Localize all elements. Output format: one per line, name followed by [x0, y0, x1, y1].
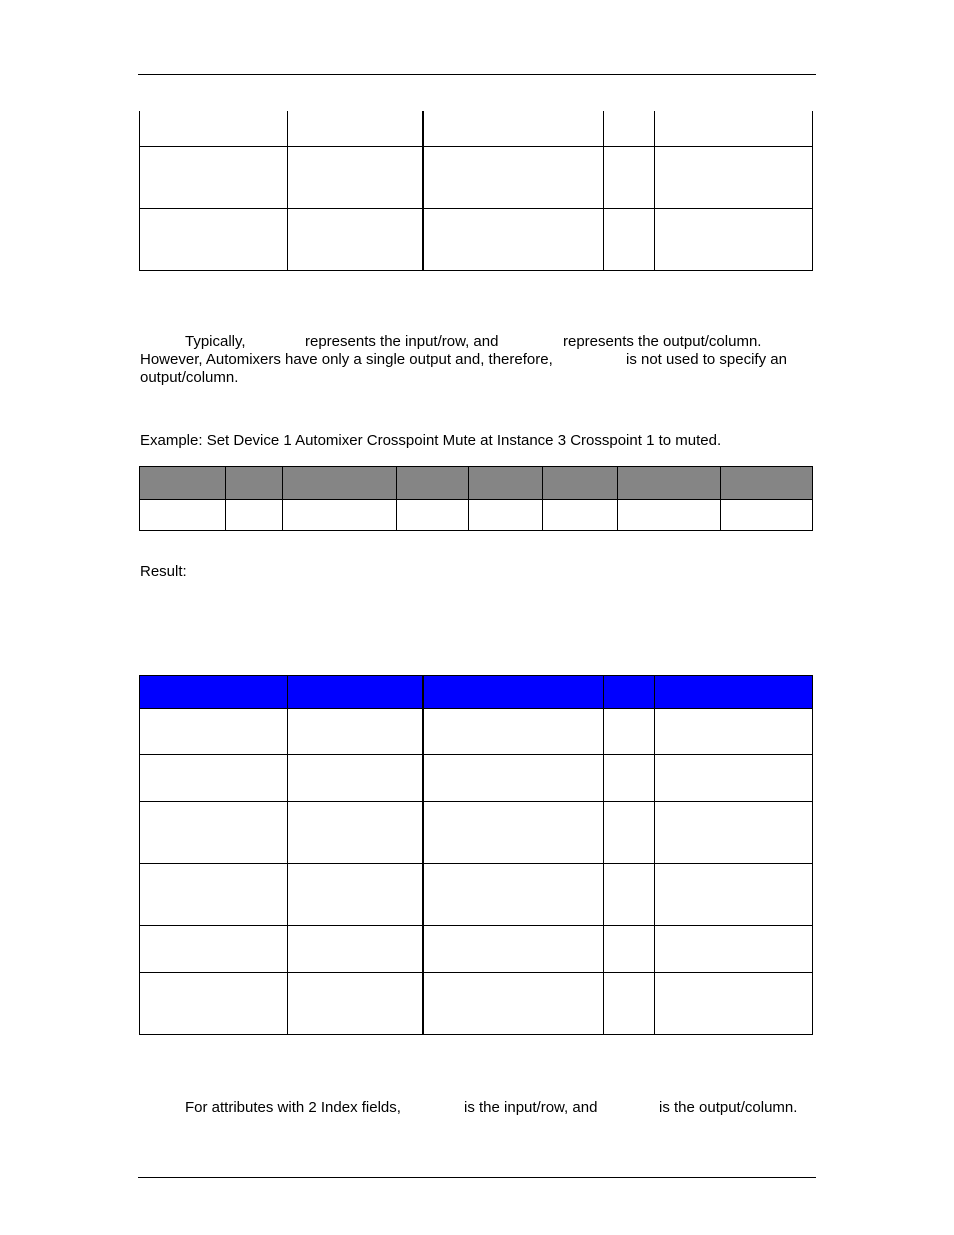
note-text: However, Automixers have only a single output and, therefore, [140, 351, 553, 368]
table-row [140, 973, 813, 1035]
result-label: Result: [140, 563, 187, 580]
note-text: Typically, [185, 333, 246, 350]
table-row [140, 208, 813, 270]
table-row [140, 926, 813, 973]
example-text: Example: Set Device 1 Automixer Crosspoint Mute at Instance 3 Crosspoint 1 to muted. [140, 432, 722, 449]
note-text: is the input/row, and [464, 1099, 598, 1116]
note-text: is the output/column. [659, 1099, 798, 1116]
table-row [140, 755, 813, 802]
note-text: represents the input/row, and [305, 333, 499, 350]
attribute-table-continued [139, 111, 813, 271]
table-row [140, 500, 813, 531]
table-row [140, 864, 813, 926]
table-row [140, 111, 813, 146]
note-text: represents the output/column. [563, 333, 762, 350]
note-text: is not used to specify an [626, 351, 787, 368]
footer-rule [138, 1177, 816, 1178]
table-row [140, 802, 813, 864]
table-header-row [140, 467, 813, 500]
table-row [140, 709, 813, 755]
example-command-table [139, 466, 813, 531]
table-row [140, 146, 813, 208]
header-rule [138, 74, 816, 75]
note-text: For attributes with 2 Index fields, [185, 1099, 401, 1116]
table-header-row [140, 676, 813, 709]
attribute-table [139, 675, 813, 1035]
note-text: output/column. [140, 369, 239, 386]
